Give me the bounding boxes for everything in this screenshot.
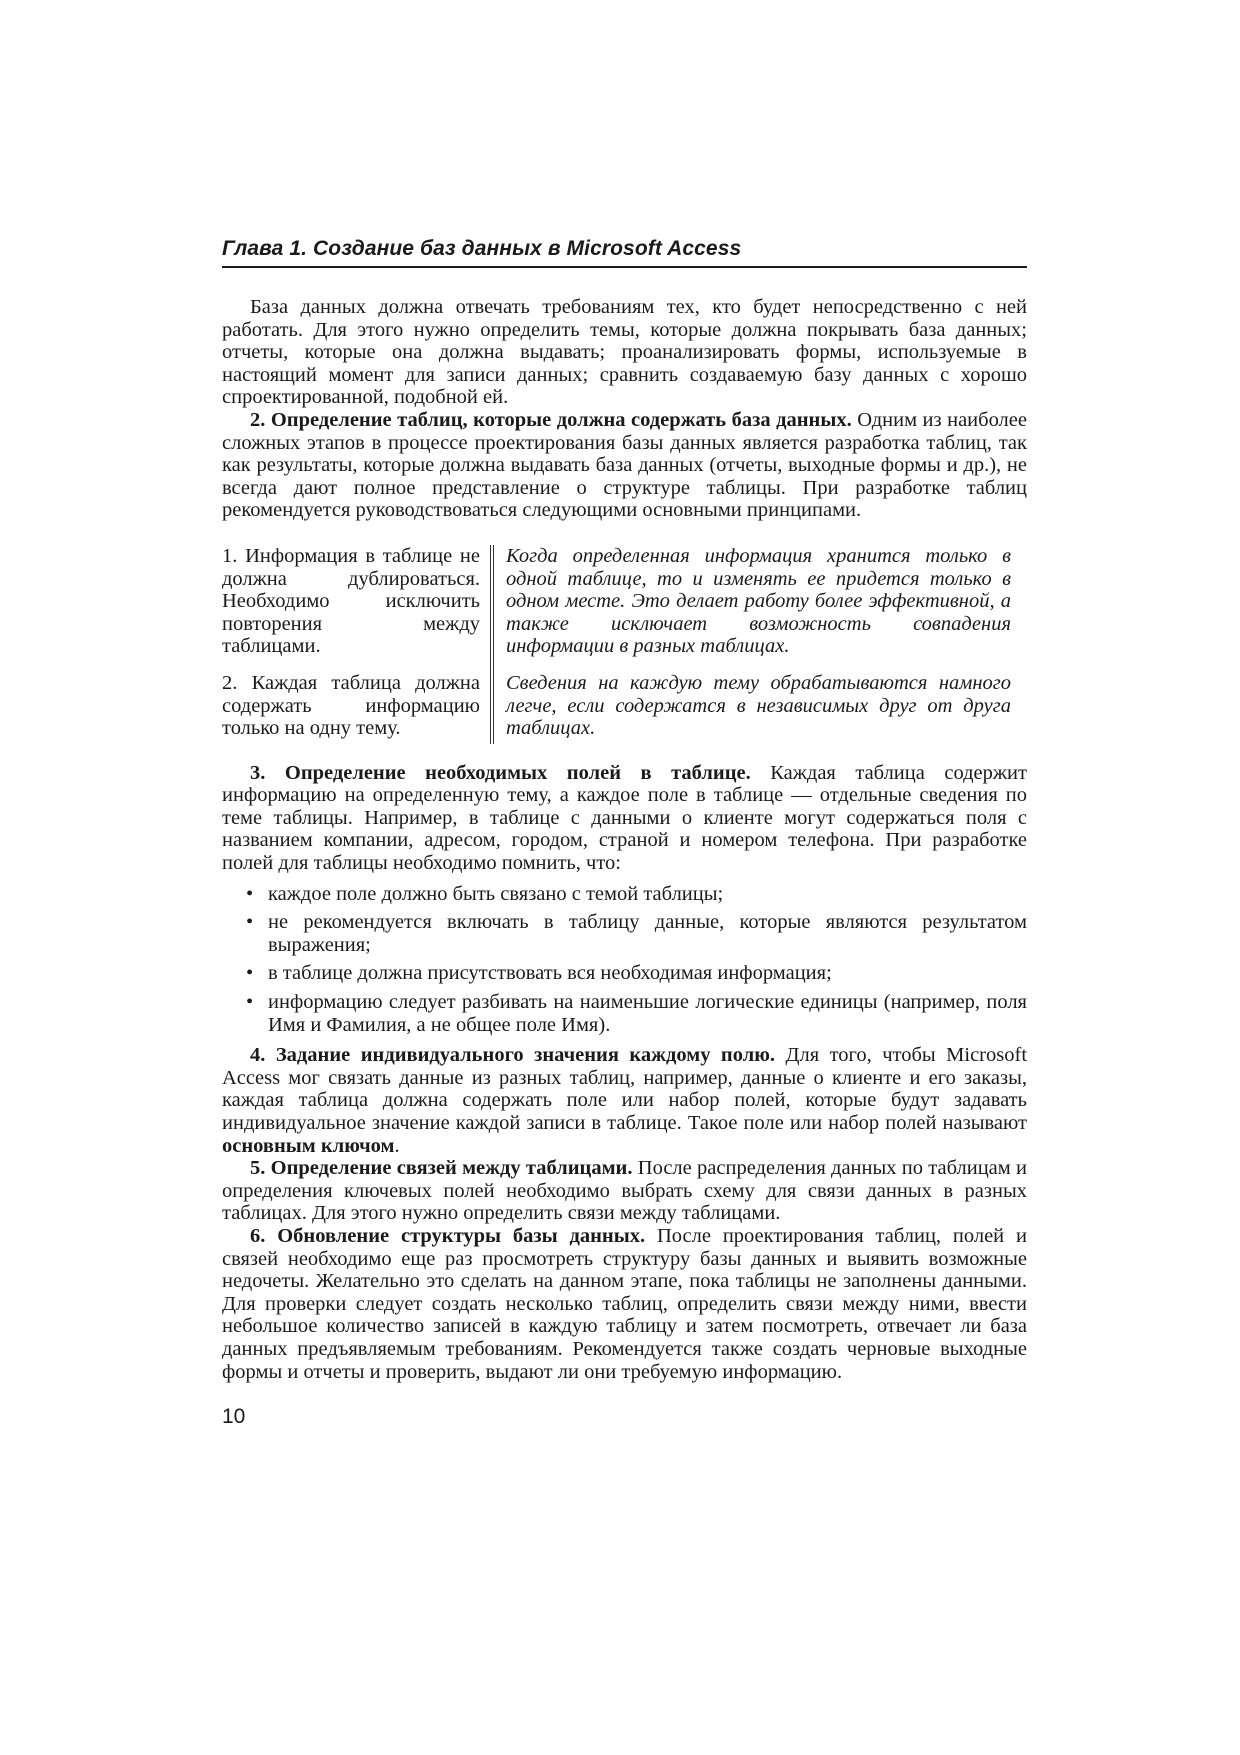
section-4-title: 4. Задание индивидуального значения каждому полю.: [250, 1044, 776, 1067]
principles-table: [222, 545, 1027, 744]
bullet-icon: •: [246, 962, 254, 985]
list-item: [246, 991, 1027, 1036]
section-4-paragraph: [222, 1044, 1027, 1157]
section-5-title: 5. Определение связей между таблицами.: [250, 1157, 633, 1180]
principle-explanation: Сведения на каждую тему обрабатываются намного легче, если содержатся в независимых друг от друга таблицах.: [506, 671, 1011, 740]
section-2-title: 2. Определение таблиц, которые должна содержать база данных.: [250, 408, 852, 431]
list-item-text: не рекомендуется включать в таблицу данные, которые являются результатом выражения;: [268, 911, 1027, 956]
section-3-text: Каждая таблица содержит информацию на определенную тему, а каждое поле в таблице — отдельные сведения по теме таблицы. Например, в таблице с данными о клиенте могут содержаться поля с названием компании, адресом, городом, страной и номером телефона. При разработке полей для таблицы необходимо помнить, что:: [222, 761, 1027, 875]
bullet-icon: •: [246, 991, 254, 1014]
list-item-text: информацию следует разбивать на наименьшие логические единицы (например, поля Имя и Фамилия, а не общее поле Имя).: [268, 991, 1027, 1036]
section-6-text: После проектирования таблиц, полей и связей необходимо еще раз просмотреть структуру базы данных и выявить возможные недочеты. Желательно это сделать на данном этапе, пока таблицы не заполнены данными. Для проверки следует создать несколько таблиц, определить связи между ними, ввести небольшое количество записей в каждую таблицу и затем посмотреть, отвечает ли база данных предъявляемым требованиям. Рекомендуется также создать черновые выходные формы и отчеты и проверить, выдают ли они требуемую информацию.: [222, 1224, 1027, 1383]
section-6-paragraph: [222, 1225, 1027, 1383]
section-6-title: 6. Обновление структуры базы данных.: [250, 1224, 646, 1247]
section-4-term: основным ключом: [222, 1134, 395, 1157]
section-2-text: Одним из наиболее сложных этапов в процессе проектирования базы данных является разработка таблиц, так как результаты, которые должна выдавать база данных (отчеты, выходные формы и др.), не всегда дают полное представление о структуре таблицы. При разработке таблиц рекомендуется руководствоваться следующими основными принципами.: [222, 408, 1027, 522]
principle-rule: 1. Информация в таблице не должна дублироваться. Необходимо исключить повторения между таблицами.: [222, 545, 494, 672]
running-title: Глава 1. Создание баз данных в Microsoft Access: [222, 236, 1027, 268]
principle-rule: 2. Каждая таблица должна содержать информацию только на одну тему.: [222, 672, 494, 744]
list-item: [246, 883, 1027, 906]
list-item-text: каждое поле должно быть связано с темой таблицы;: [268, 882, 724, 905]
section-4-end: .: [394, 1134, 400, 1157]
section-3-paragraph: [222, 762, 1027, 875]
section-5-text: После распределения данных по таблицам и определения ключевых полей необходимо выбрать схему для связи данных в разных таблицах. Для этого нужно определить связи между таблицами.: [222, 1157, 1027, 1225]
principle-explanation: Когда определенная информация хранится только в одной таблице, то и изменять ее придется только в одном месте. Это делает работу более эффективной, а также исключает возможность совпадения информации в разных таблицах.: [506, 544, 1011, 658]
list-item-text: в таблице должна присутствовать вся необходимая информация;: [268, 962, 832, 985]
section-2-paragraph: [222, 409, 1027, 522]
bullet-icon: •: [246, 911, 254, 934]
intro-paragraph: База данных должна отвечать требованиям тех, кто будет непосредственно с ней работать. Для этого нужно определить темы, которые должна покрывать база данных; отчеты, которые она должна выдавать; проанализировать формы, используемые в настоящий момент для записи данных; сравнить создаваемую базу данных с хорошо спроектированной, подобной ей.: [222, 296, 1027, 409]
list-item: [246, 962, 1027, 985]
page: [222, 236, 1027, 1429]
section-4-text: Для того, чтобы Microsoft Access мог связать данные из разных таблиц, например, данные о клиенте и его заказы, каждая таблица должна содержать поле или набор полей, которые будут задавать индивидуальное значение каждой записи в таблице. Такое поле или набор полей называют: [222, 1044, 1028, 1134]
bullet-icon: •: [246, 882, 254, 905]
section-3-title: 3. Определение необходимых полей в таблице.: [250, 761, 751, 784]
list-item: [246, 911, 1027, 956]
field-rules-list: [222, 883, 1027, 1037]
section-5-paragraph: [222, 1157, 1027, 1225]
page-number: 10: [222, 1405, 246, 1429]
